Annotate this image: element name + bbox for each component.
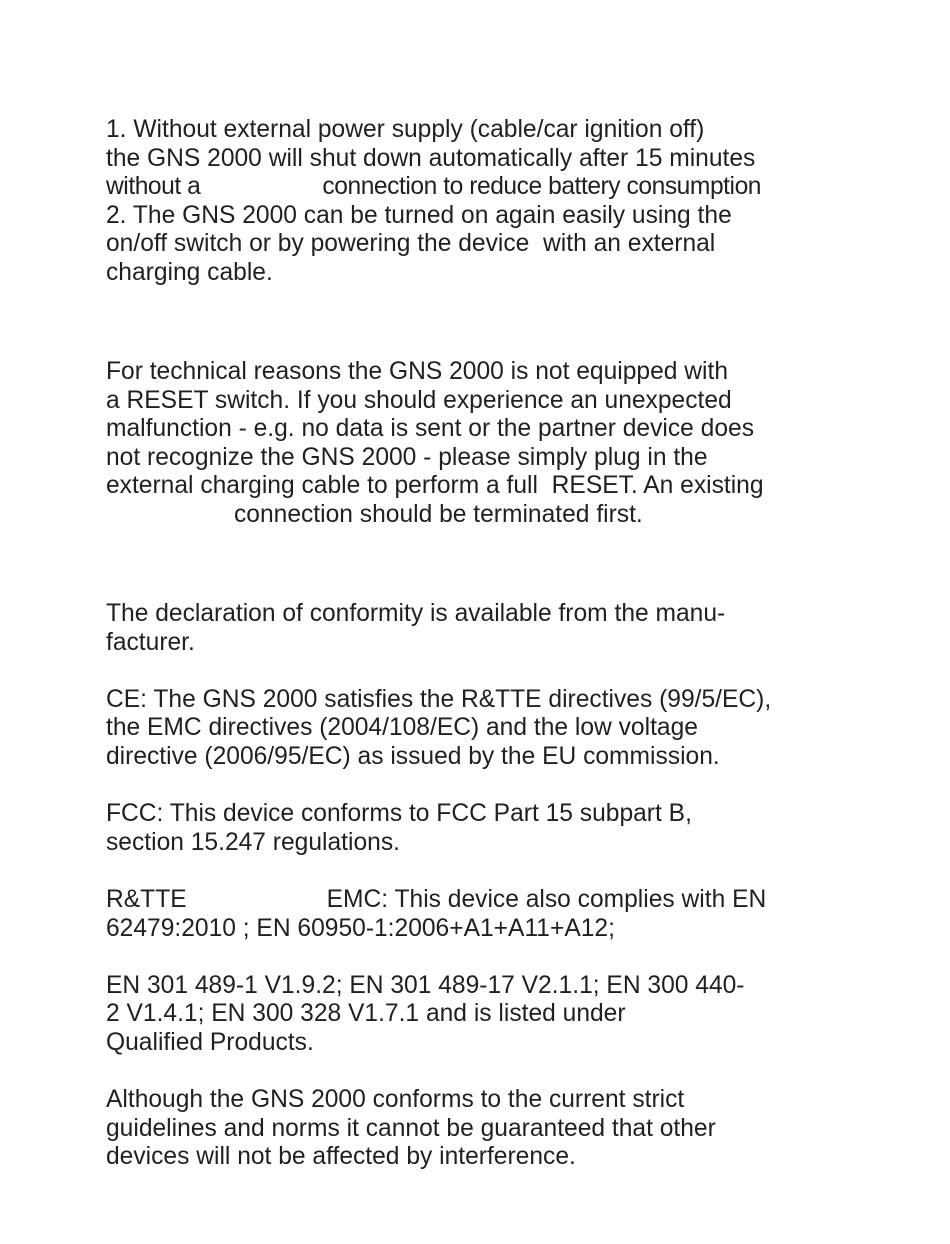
- text-line: Qualified Products.: [106, 1028, 314, 1056]
- text-line: the EMC directives (2004/108/EC) and the low voltage: [106, 714, 698, 742]
- fcc-paragraph: [106, 800, 866, 857]
- text-line: malfunction - e.g. no data is sent or the partner device does: [106, 415, 755, 443]
- conformity-paragraph: [106, 600, 866, 657]
- text-fragment: connection should be terminated first.: [234, 500, 643, 528]
- text-line: 2 V1.4.1; EN 300 328 V1.7.1 and is listed under: [106, 1000, 626, 1028]
- text-line: guidelines and norms it cannot be guaranteed that other: [106, 1114, 716, 1142]
- auto-shutdown-section: [106, 116, 866, 288]
- text-fragment: without a: [106, 173, 201, 201]
- text-line: charging cable.: [106, 258, 273, 286]
- text-line: 2. The GNS 2000 can be turned on again easily using the: [106, 201, 732, 229]
- text-line: [106, 886, 866, 915]
- en-standards-paragraph: [106, 972, 866, 1058]
- text-line: EN 301 489-1 V1.9.2; EN 301 489-17 V2.1.1; EN 300 440-: [106, 971, 745, 999]
- text-line: external charging cable to perform a full RESET. An existing: [106, 472, 764, 500]
- text-line: FCC: This device conforms to FCC Part 15 subpart B,: [106, 800, 692, 828]
- text-line: facturer.: [106, 628, 195, 656]
- text-line: devices will not be affected by interference.: [106, 1143, 576, 1171]
- text-line: a RESET switch. If you should experience an unexpected: [106, 386, 732, 414]
- text-line: [106, 501, 866, 530]
- text-fragment: EMC: This device also complies with EN: [326, 885, 767, 913]
- text-line: section 15.247 regulations.: [106, 828, 400, 856]
- conformity-section: [106, 600, 866, 1172]
- text-line: the GNS 2000 will shut down automatically after 15 minutes: [106, 144, 756, 172]
- text-line: For technical reasons the GNS 2000 is not equipped with: [106, 358, 729, 385]
- text-fragment: R&TTE: [106, 885, 187, 913]
- text-line: 1. Without external power supply (cable/car ignition off): [106, 116, 705, 143]
- text-line: on/off switch or by powering the device with an external: [106, 230, 716, 258]
- rtte-emc-paragraph: [106, 886, 866, 943]
- text-fragment: connection to reduce battery consumption: [322, 173, 762, 201]
- text-line: Although the GNS 2000 conforms to the current strict: [106, 1086, 685, 1114]
- text-line: not recognize the GNS 2000 - please simply plug in the: [106, 443, 708, 471]
- text-line: The declaration of conformity is available from the manu-: [106, 600, 726, 627]
- ce-paragraph: [106, 686, 866, 772]
- reset-section: [106, 358, 866, 530]
- text-line: [106, 173, 866, 202]
- text-line: directive (2006/95/EC) as issued by the EU commission.: [106, 742, 720, 770]
- interference-paragraph: [106, 1086, 866, 1172]
- text-line: CE: The GNS 2000 satisfies the R&TTE directives (99/5/EC),: [106, 685, 772, 713]
- text-line: 62479:2010 ; EN 60950-1:2006+A1+A11+A12;: [106, 914, 615, 942]
